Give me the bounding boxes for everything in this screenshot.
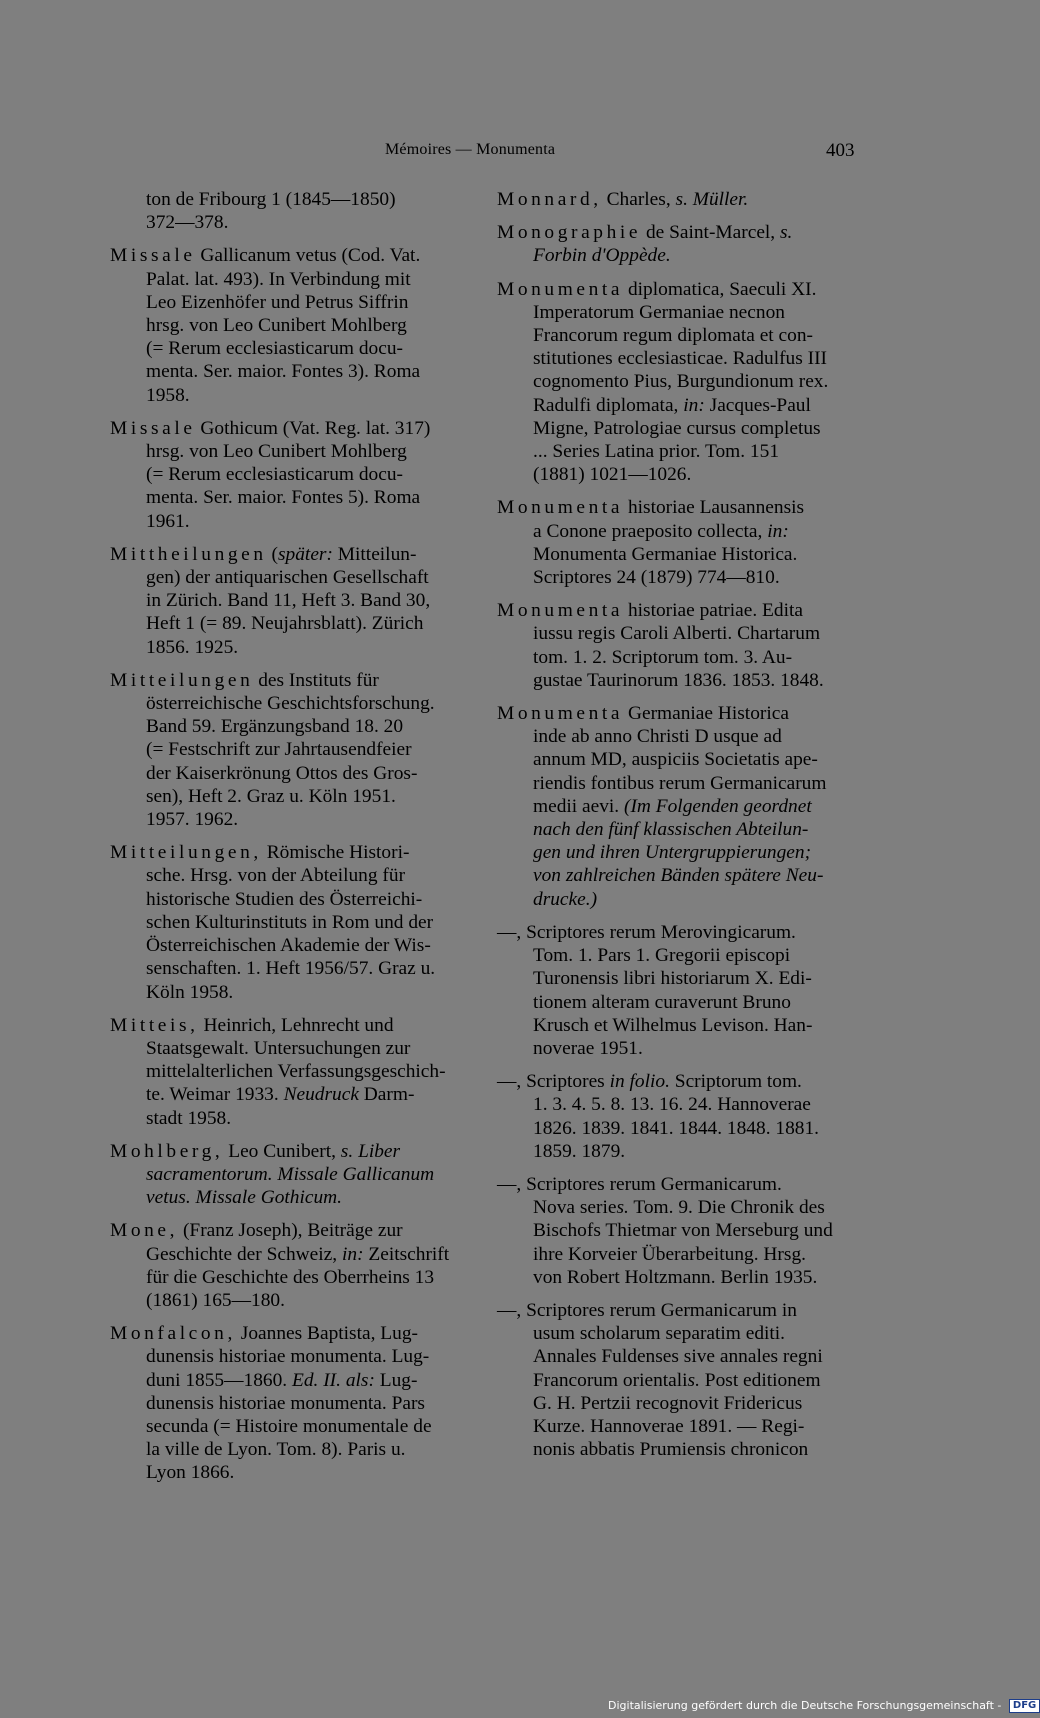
entry-line: ... Series Latina prior. Tom. 151 <box>533 441 780 463</box>
entry-line: (Franz Joseph), Beiträge zur <box>182 1220 403 1242</box>
entry-line: menta. Ser. maior. Fontes 3). Roma <box>146 361 421 383</box>
entry-headword: Mitteilungen <box>110 669 254 691</box>
entry-line: Germaniae Historica <box>627 703 789 725</box>
entry-line: Tom. 1. Pars 1. Gregorii episcopi <box>533 945 791 967</box>
entry-line: Joannes Baptista, Lug- <box>240 1323 418 1345</box>
bibliography-entry <box>110 188 490 234</box>
entry-line: für die Geschichte des Oberrheins 13 <box>146 1266 435 1288</box>
entry-line: 1961. <box>146 510 190 532</box>
entry-line: usum scholarum separatim editi. <box>533 1323 786 1345</box>
bibliography-entry <box>110 1140 490 1210</box>
entry-line: historiae Lausannensis <box>627 497 805 519</box>
entry-line: Gallicanum vetus (Cod. Vat. <box>200 245 421 267</box>
bibliography-entry <box>110 244 490 406</box>
entry-line: 1856. 1925. <box>146 636 239 658</box>
entry-line: Österreichischen Akademie der Wis- <box>146 935 431 957</box>
entry-line: vetus. Missale Gothicum. <box>146 1187 343 1209</box>
bibliography-entry <box>110 1014 490 1130</box>
bibliography-entry <box>110 543 490 659</box>
entry-line: noverae 1951. <box>533 1037 643 1059</box>
entry-line: 1. 3. 4. 5. 8. 13. 16. 24. Hannoverae <box>533 1094 811 1116</box>
entry-line: österreichische Geschichtsforschung. <box>146 693 435 715</box>
left-column <box>110 188 490 1495</box>
bibliography-entry <box>110 669 490 831</box>
page-header <box>0 141 1000 165</box>
entry-line: Forbin d'Oppède. <box>533 245 671 267</box>
entry-line: nach den fünf klassischen Abteilun- <box>533 819 809 841</box>
entry-headword: Monumenta <box>497 703 624 725</box>
entry-line: duni 1855—1860. Ed. II. als: Lug- <box>146 1369 418 1391</box>
entry-line: Heinrich, Lehnrecht und <box>203 1014 394 1036</box>
running-title: Mémoires — Monumenta <box>385 141 556 158</box>
entry-headword: —, <box>497 1071 522 1093</box>
entry-line: 372—378. <box>146 212 229 234</box>
entry-line: des Instituts für <box>258 669 379 691</box>
entry-line: Geschichte der Schweiz, in: Zeitschrift <box>146 1243 450 1265</box>
entry-line: Scriptores 24 (1879) 774—810. <box>533 567 780 589</box>
bibliography-entry <box>497 1070 869 1163</box>
entry-line: de Saint-Marcel, s. <box>645 222 793 244</box>
entry-line: riendis fontibus rerum Germanicarum <box>533 772 827 794</box>
entry-headword: Mitteilungen, <box>110 842 262 864</box>
bibliography-entry <box>110 1322 490 1484</box>
entry-line: Leo Eizenhöfer und Petrus Siffrin <box>146 291 409 313</box>
entry-line: Heft 1 (= 89. Neujahrsblatt). Zürich <box>146 613 424 635</box>
entry-line: sen), Heft 2. Graz u. Köln 1951. <box>146 785 396 807</box>
entry-line: in Zürich. Band 11, Heft 3. Band 30, <box>146 590 431 612</box>
entry-line: cognomento Pius, Burgundionum rex. <box>533 371 829 393</box>
entry-line: menta. Ser. maior. Fontes 5). Roma <box>146 487 421 509</box>
entry-line: Band 59. Ergänzungsband 18. 20 <box>146 716 404 738</box>
entry-line: Leo Cunibert, s. Liber <box>228 1140 401 1162</box>
bibliography-entry <box>110 841 490 1003</box>
entry-line: Staatsgewalt. Untersuchungen zur <box>146 1037 411 1059</box>
entry-headword: Missale <box>110 245 196 267</box>
entry-line: 1957. 1962. <box>146 809 239 831</box>
entry-line: Scriptores in folio. Scriptorum tom. <box>526 1071 802 1093</box>
entry-line: mittelalterlichen Verfassungsgeschich- <box>146 1061 446 1083</box>
entry-line: Francorum orientalis. Post editionem <box>533 1369 821 1391</box>
entry-headword: Missale <box>110 417 196 439</box>
entry-line: gen) der antiquarischen Gesellschaft <box>146 567 429 589</box>
entry-headword: Mohlberg, <box>110 1140 224 1162</box>
entry-headword: Monfalcon, <box>110 1323 236 1345</box>
entry-headword: —, <box>497 1173 522 1195</box>
entry-line: sacramentorum. Missale Gallicanum <box>146 1163 435 1185</box>
entry-line: von zahlreichen Bänden spätere Neu- <box>533 865 824 887</box>
entry-line: Bischofs Thietmar von Merseburg und <box>533 1220 833 1242</box>
footer-credit <box>608 1699 1040 1713</box>
entry-line: nonis abbatis Prumiensis chronicon <box>533 1439 809 1461</box>
entry-line: dunensis historiae monumenta. Lug- <box>146 1346 430 1368</box>
bibliography-entry <box>110 1219 490 1312</box>
bibliography-entry <box>497 278 869 487</box>
entry-line: historische Studien des Österreichi- <box>146 888 423 910</box>
entry-line: gen und ihren Untergruppierungen; <box>533 842 812 864</box>
entry-line: 1859. 1879. <box>533 1140 626 1162</box>
entry-line: Kurze. Hannoverae 1891. — Regi- <box>533 1415 805 1437</box>
entry-line: Scriptores rerum Merovingicarum. <box>526 921 796 943</box>
right-column <box>497 188 869 1471</box>
entry-line: stadt 1958. <box>146 1107 232 1129</box>
entry-headword: Mittheilungen <box>110 543 267 565</box>
dfg-logo: DFG <box>1009 1699 1040 1713</box>
entry-line: diplomatica, Saeculi XI. <box>627 278 817 300</box>
bibliography-entry <box>497 221 869 267</box>
entry-line: tom. 1. 2. Scriptorum tom. 3. Au- <box>533 646 793 668</box>
entry-line: Monumenta Germaniae Historica. <box>533 543 798 565</box>
entry-line: hrsg. von Leo Cunibert Mohlberg <box>146 441 407 463</box>
bibliography-entry <box>497 599 869 692</box>
entry-line: 1958. <box>146 384 190 406</box>
entry-line: (später: Mitteilun- <box>271 543 417 565</box>
entry-line: dunensis historiae monumenta. Pars <box>146 1392 425 1414</box>
entry-line: iussu regis Caroli Alberti. Chartarum <box>533 623 821 645</box>
entry-line: inde ab anno Christi D usque ad <box>533 726 782 748</box>
entry-line: tionem alteram curaverunt Bruno <box>533 991 791 1013</box>
entry-headword: Monumenta <box>497 497 624 519</box>
page-number: 403 <box>826 140 855 161</box>
entry-headword: Mitteis, <box>110 1014 199 1036</box>
bibliography-entry <box>497 188 869 211</box>
entry-line: a Conone praeposito collecta, in: <box>533 520 789 542</box>
entry-line: sche. Hrsg. von der Abteilung für <box>146 865 406 887</box>
entry-headword: Monumenta <box>497 600 624 622</box>
entry-line: (= Festschrift zur Jahrtausendfeier <box>146 739 412 761</box>
entry-line: Gothicum (Vat. Reg. lat. 317) <box>200 417 431 439</box>
entry-line: Palat. lat. 493). In Verbindung mit <box>146 268 411 290</box>
entry-line: Francorum regum diplomata et con- <box>533 325 813 347</box>
bibliography-entry <box>110 417 490 533</box>
entry-line: Köln 1958. <box>146 981 234 1003</box>
entry-headword: —, <box>497 1299 522 1321</box>
entry-line: ton de Fribourg 1 (1845—1850) <box>146 189 396 210</box>
entry-line: Charles, s. Müller. <box>606 189 749 210</box>
entry-line: drucke.) <box>533 888 598 910</box>
entry-headword: Monnard, <box>497 189 602 210</box>
entry-line: Imperatorum Germaniae necnon <box>533 301 785 323</box>
entry-headword: Monographie <box>497 222 642 244</box>
entry-line: Annales Fuldenses sive annales regni <box>533 1346 823 1368</box>
entry-line: senschaften. 1. Heft 1956/57. Graz u. <box>146 958 436 980</box>
entry-line: Migne, Patrologiae cursus completus <box>533 417 821 439</box>
entry-line: Scriptores rerum Germanicarum. <box>526 1173 782 1195</box>
entry-line: (1881) 1021—1026. <box>533 464 692 486</box>
entry-line: Lyon 1866. <box>146 1462 235 1484</box>
entry-line: Römische Histori- <box>266 842 410 864</box>
entry-line: Nova series. Tom. 9. Die Chronik des <box>533 1197 825 1219</box>
bibliography-entry <box>497 496 869 589</box>
entry-line: annum MD, auspiciis Societatis ape- <box>533 749 818 771</box>
entry-headword: Monumenta <box>497 278 624 300</box>
entry-line: Krusch et Wilhelmus Levison. Han- <box>533 1014 813 1036</box>
entry-line: der Kaiserkrönung Ottos des Gros- <box>146 762 418 784</box>
entry-line: medii aevi. (Im Folgenden geordnet <box>533 795 812 817</box>
bibliography-entry <box>497 921 869 1060</box>
entry-line: von Robert Holtzmann. Berlin 1935. <box>533 1266 818 1288</box>
entry-line: Turonensis libri historiarum X. Edi- <box>533 968 812 990</box>
bibliography-entry <box>497 1173 869 1289</box>
entry-line: la ville de Lyon. Tom. 8). Paris u. <box>146 1439 406 1461</box>
bibliography-entry <box>497 702 869 911</box>
entry-line: stitutiones ecclesiasticae. Radulfus III <box>533 348 827 370</box>
entry-line: historiae patriae. Edita <box>627 600 803 622</box>
entry-line: (= Rerum ecclesiasticarum docu- <box>146 338 403 360</box>
entry-line: schen Kulturinstituts in Rom und der <box>146 911 434 933</box>
entry-line: secunda (= Histoire monumentale de <box>146 1415 432 1437</box>
entry-headword: —, <box>497 921 522 943</box>
entry-line: hrsg. von Leo Cunibert Mohlberg <box>146 315 407 337</box>
bibliography-entry <box>497 1299 869 1461</box>
entry-headword: Mone, <box>110 1220 179 1242</box>
footer-text: Digitalisierung gefördert durch die Deutsche Forschungsgemeinschaft - <box>608 1699 1002 1712</box>
entry-line: 1826. 1839. 1841. 1844. 1848. 1881. <box>533 1117 820 1139</box>
entry-line: ihre Korveier Überarbeitung. Hrsg. <box>533 1243 806 1265</box>
entry-line: (1861) 165—180. <box>146 1289 285 1311</box>
entry-line: G. H. Pertzii recognovit Fridericus <box>533 1392 803 1414</box>
entry-line: (= Rerum ecclesiasticarum docu- <box>146 464 403 486</box>
entry-line: gustae Taurinorum 1836. 1853. 1848. <box>533 669 824 691</box>
entry-line: Radulfi diplomata, in: Jacques-Paul <box>533 394 811 416</box>
entry-line: te. Weimar 1933. Neudruck Darm- <box>146 1084 415 1106</box>
entry-line: Scriptores rerum Germanicarum in <box>526 1299 797 1321</box>
